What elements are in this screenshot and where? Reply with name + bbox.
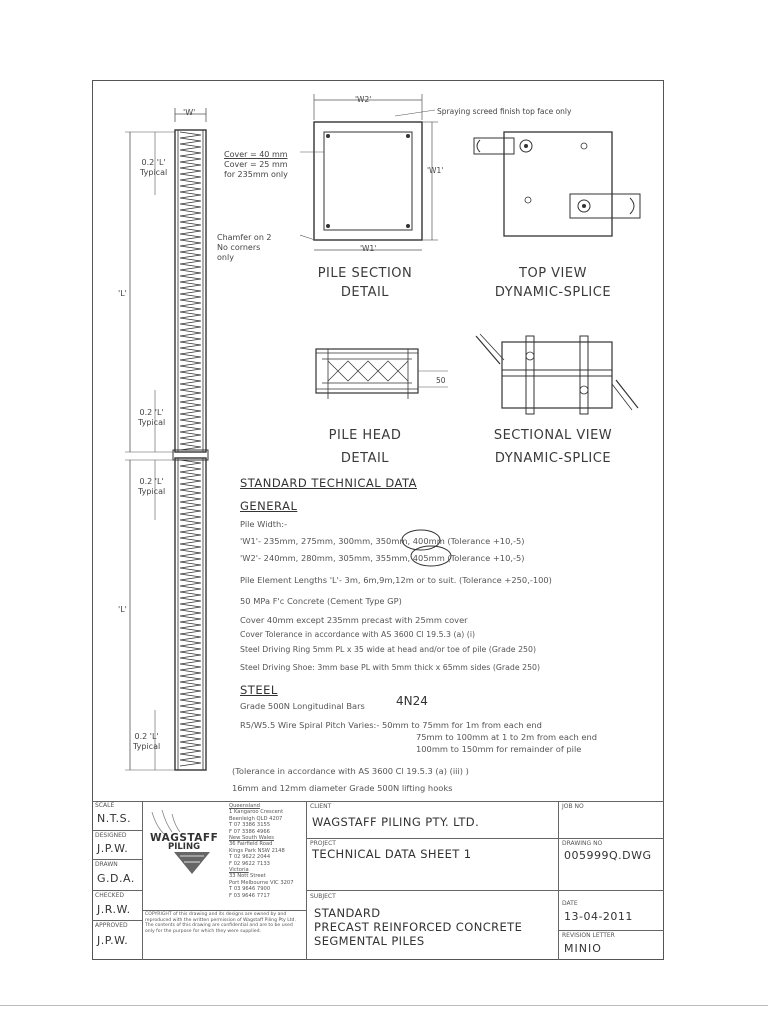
cover-note: Cover = 40 mm Cover = 25 mm for 235mm only [224, 150, 288, 179]
revision-value: MINIO [564, 942, 602, 955]
w2-label: 'W2' [355, 95, 372, 104]
designed-value: J.P.W. [97, 842, 129, 855]
steel-heading: STEEL [240, 683, 278, 697]
pile-elevation-drawing [100, 100, 220, 790]
general-heading: GENERAL [240, 499, 298, 513]
drawing-number-label: DRAWING NO [562, 840, 603, 847]
subject-value: STANDARD PRECAST REINFORCED CONCRETE SEGMENTAL PILES [314, 906, 523, 948]
client-value: WAGSTAFF PILING PTY. LTD. [312, 815, 480, 829]
spiral-reinforcement [180, 132, 201, 450]
tolerance-line: (Tolerance in accordance with AS 3600 Cl 19.5.3 (a) (iii) ) [232, 766, 469, 776]
subject-label: SUBJECT [310, 893, 336, 900]
typical-note-4: 0.2 'L' Typical [133, 732, 161, 751]
lifting-hooks-line: 16mm and 12mm diameter Grade 500N lifting hooks [232, 783, 453, 793]
element-lengths-line: Pile Element Lengths 'L'- 3m, 6m,9m,12m or to suit. (Tolerance +250,-100) [240, 575, 552, 585]
designed-label: DESIGNED [95, 832, 127, 839]
cover-line: Cover 40mm except 235mm precast with 25mm cover [240, 615, 468, 625]
top-view-title: TOP VIEW DYNAMIC-SPLICE [494, 266, 612, 300]
drawing-number-value: 005999Q.DWG [564, 849, 652, 862]
driving-shoe-line: Steel Driving Shoe: 3mm base PL with 5mm thick x 65mm sides (Grade 250) [240, 663, 541, 672]
project-value: TECHNICAL DATA SHEET 1 [312, 847, 472, 861]
typical-note-1: 0.2 'L' Typical [140, 158, 168, 177]
job-number-label: JOB NO [562, 803, 584, 810]
date-label: DATE [562, 900, 578, 907]
technical-data-heading: STANDARD TECHNICAL DATA [240, 476, 417, 490]
spiral-pitch-note: R5/W5.5 Wire Spiral Pitch Varies:- 50mm to 75mm for 1m from each end 75mm to 100mm at 1 to 2m from each end 100mm to 150mm for remainder of pile [240, 720, 598, 754]
pile-head-drawing [308, 335, 458, 405]
pile-length-label-2: 'L' [118, 605, 127, 614]
scale-value: N.T.S. [97, 812, 132, 825]
page-edge-rule [0, 1005, 768, 1006]
client-label: CLIENT [310, 803, 332, 810]
wagstaff-logo: WAGSTAFF PILING [146, 808, 228, 878]
pile-section-drawing [300, 90, 440, 260]
w1-right-label: 'W1' [427, 166, 444, 175]
w1-sizes-line: 'W1'- 235mm, 275mm, 300mm, 350mm, 400mm (Tolerance +10,-5) [240, 536, 525, 546]
date-value: 13-04-2011 [564, 910, 633, 923]
driving-ring-line: Steel Driving Ring 5mm PL x 35 wide at head and/or toe of pile (Grade 250) [240, 645, 537, 654]
typical-note-3: 0.2 'L' Typical [138, 477, 166, 496]
checked-value: J.R.W. [97, 903, 131, 916]
longitudinal-bars-line: Grade 500N Longitudinal Bars [240, 701, 365, 711]
chamfer-note: Chamfer on 2 No corners only [217, 233, 272, 262]
markup-circles [400, 526, 466, 572]
checked-label: CHECKED [95, 892, 125, 899]
pile-width-line: Pile Width:- [240, 519, 288, 529]
project-label: PROJECT [310, 840, 336, 847]
sectional-view-drawing [470, 330, 650, 420]
typical-note-2: 0.2 'L' Typical [138, 408, 166, 427]
pile-width-label: 'W' [183, 108, 196, 117]
pile-head-dim: 50 [436, 376, 446, 385]
pile-head-title: PILE HEAD DETAIL [328, 428, 402, 466]
w1-bottom-label: 'W1' [360, 244, 377, 253]
pile-section-title: PILE SECTION DETAIL [317, 266, 413, 300]
scale-label: SCALE [95, 802, 115, 809]
office-addresses: Queensland 1 Kangaroo Crescent Beenleigh QLD 4207 T 07 3386 3155 F 07 3386 4966 New South Wales 36 Fairfield Road Kings Park NSW 2148 T 02 9622 2044 F 02 9622 7133 Victoria 33 Nott Street Port Melbourne VIC 3207 T 03 9646 7900 F 03 9646 7717 [229, 803, 294, 899]
approved-value: J.P.W. [97, 934, 129, 947]
revision-label: REVISION LETTER [562, 932, 615, 939]
handwritten-bars: 4N24 [396, 694, 428, 708]
spray-note: Spraying screed finish top face only [437, 107, 572, 116]
drawn-value: G.D.A. [97, 872, 135, 885]
drawn-label: DRAWN [95, 861, 118, 868]
copyright-note: COPYRIGHT of this drawing and its designs are owned by and reproduced with the written permission of Wagstaff Piling Pty Ltd. The contents of this drawing are confidential and are to be used only for the purpose for which they were supplied. [145, 912, 296, 934]
concrete-line: 50 MPa F'c Concrete (Cement Type GP) [240, 596, 402, 606]
w2-sizes-line: 'W2'- 240mm, 280mm, 305mm, 355mm, 405mm (Tolerance +10,-5) [240, 553, 525, 563]
spiral-reinforcement [180, 460, 201, 766]
pile-length-label-1: 'L' [118, 289, 127, 298]
sectional-view-title: SECTIONAL VIEW DYNAMIC-SPLICE [493, 428, 613, 466]
top-view-drawing [470, 128, 650, 248]
approved-label: APPROVED [95, 922, 128, 929]
cover-tolerance-line: Cover Tolerance in accordance with AS 3600 Cl 19.5.3 (a) (i) [240, 630, 476, 639]
